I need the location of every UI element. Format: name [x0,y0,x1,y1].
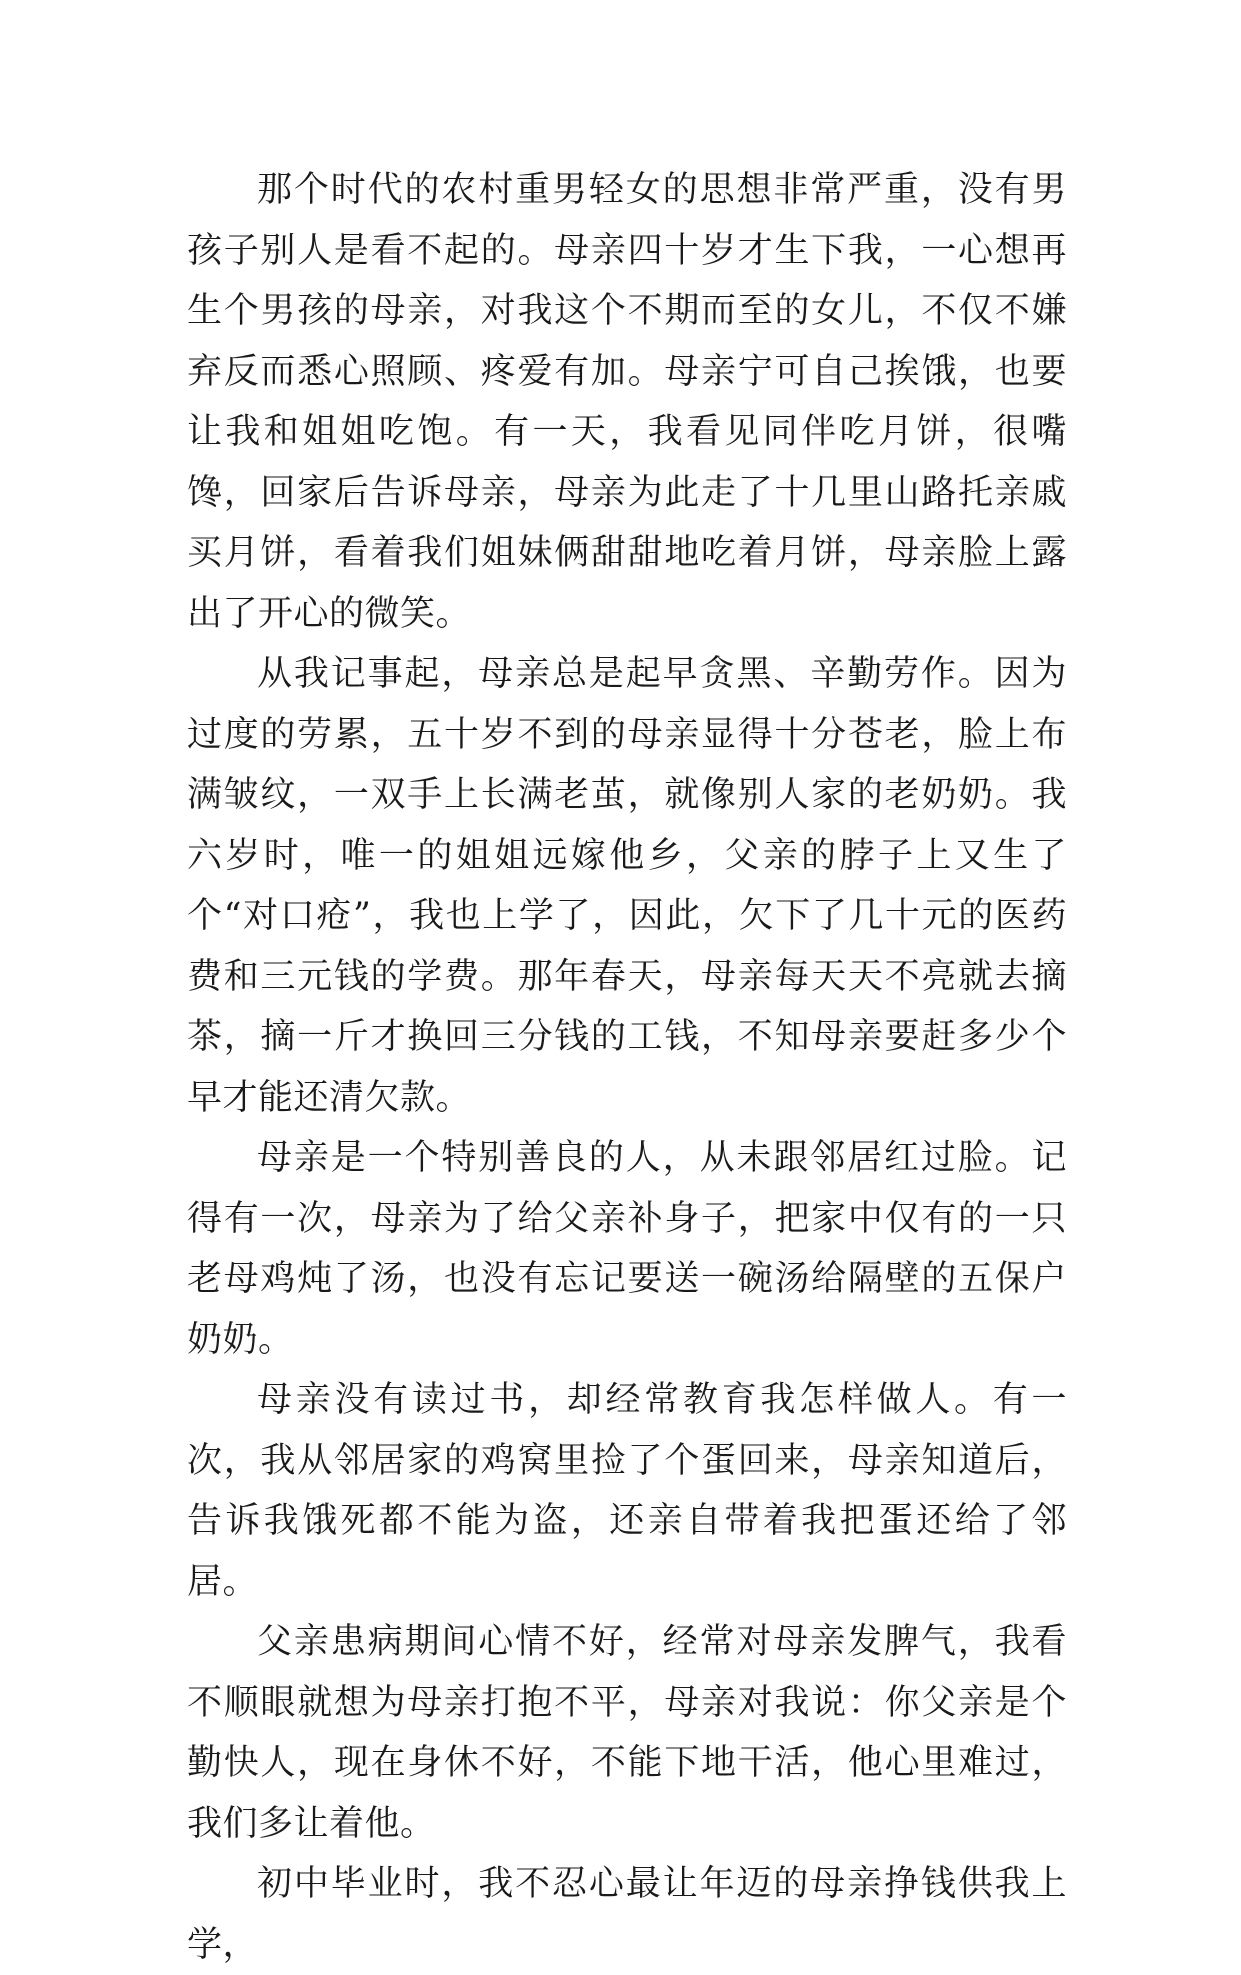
paragraph-3: 母亲是一个特别善良的人，从未跟邻居红过脸。记得有一次，母亲为了给父亲补身子，把家中仅有的一只老母鸡炖了汤，也没有忘记要送一碗汤给隔壁的五保户奶奶。 [187,1138,1067,1360]
paragraph-5: 父亲患病期间心情不好，经常对母亲发脾气，我看不顺眼就想为母亲打抱不平，母亲对我说：你父亲是个勤快人，现在身休不好，不能下地干活，他心里难过，我们多让着他。 [187,1622,1067,1844]
article-body [187,160,1067,1975]
paragraph-1: 那个时代的农村重男轻女的思想非常严重，没有男孩子别人是看不起的。母亲四十岁才生下我，一心想再生个男孩的母亲，对我这个不期而至的女儿，不仅不嫌弃反而悉心照顾、疼爱有加。母亲宁可自己挨饿，也要让我和姐姐吃饱。有一天，我看见同伴吃月饼，很嘴馋，回家后告诉母亲，母亲为此走了十几里山路托亲戚买月饼，看着我们姐妹俩甜甜地吃着月饼，母亲脸上露出了开心的微笑。 [187,170,1067,634]
paragraph-2: 从我记事起，母亲总是起早贪黑、辛勤劳作。因为过度的劳累，五十岁不到的母亲显得十分苍老，脸上布满皱纹，一双手上长满老茧，就像别人家的老奶奶。我六岁时，唯一的姐姐远嫁他乡，父亲的脖子上又生了个“对口疮”，我也上学了，因此，欠下了几十元的医药费和三元钱的学费。那年春天，母亲每天天不亮就去摘茶，摘一斤才换回三分钱的工钱，不知母亲要赶多少个早才能还清欠款。 [187,654,1067,1118]
paragraph-4: 母亲没有读过书，却经常教育我怎样做人。有一次，我从邻居家的鸡窝里捡了个蛋回来，母亲知道后，告诉我饿死都不能为盗，还亲自带着我把蛋还给了邻居。 [187,1380,1067,1602]
paragraph-6: 初中毕业时，我不忍心最让年迈的母亲挣钱供我上学， [187,1864,1067,1965]
